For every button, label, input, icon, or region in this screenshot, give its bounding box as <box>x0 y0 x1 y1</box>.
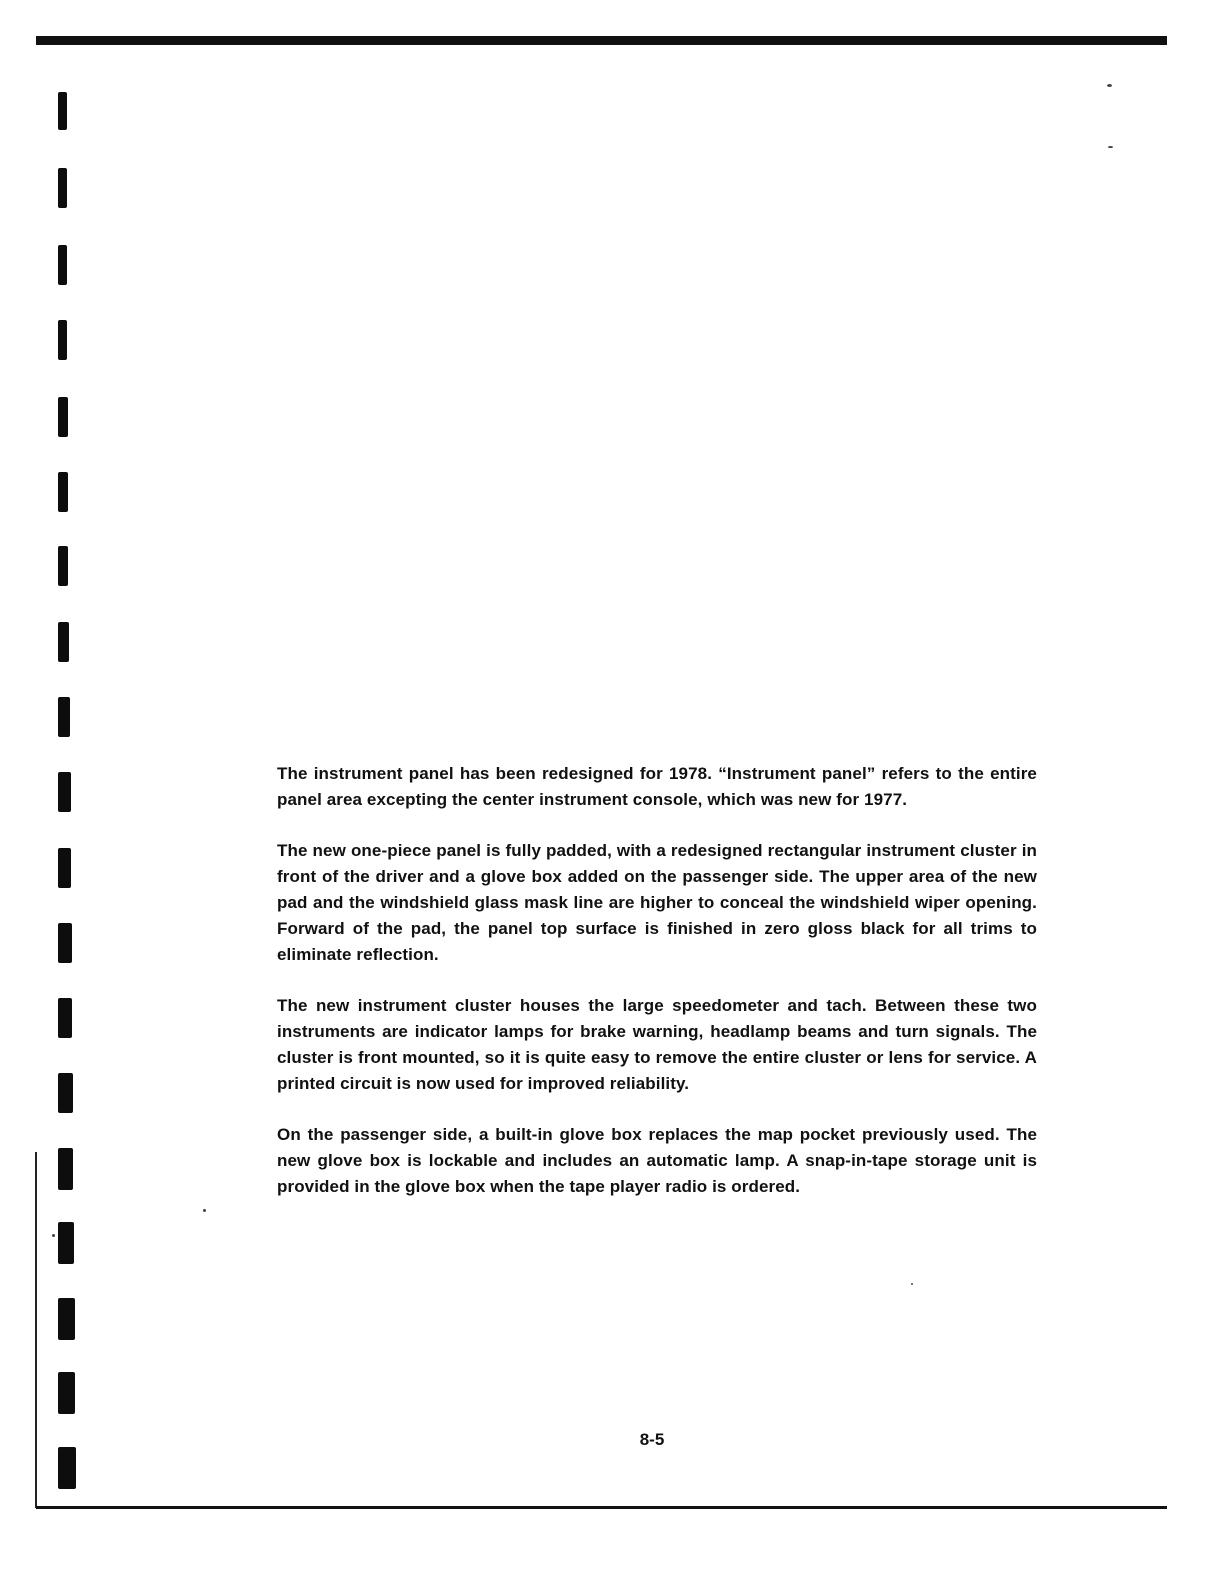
scan-speck <box>203 1209 206 1212</box>
bottom-rule <box>36 1506 1167 1509</box>
binding-hole <box>58 1222 74 1264</box>
binding-hole <box>58 245 67 285</box>
binding-hole <box>58 622 69 662</box>
binding-hole <box>58 1447 76 1489</box>
binding-hole <box>58 772 71 812</box>
scan-speck <box>911 1283 913 1285</box>
binding-hole <box>58 1372 75 1414</box>
paragraph: The instrument panel has been redesigned for 1978. “Instrument panel” refers to the entire panel area excepting the center instrument console, which was new for 1977. <box>277 764 1037 809</box>
binding-hole <box>58 697 70 737</box>
binding-hole <box>58 320 67 360</box>
binding-hole <box>58 1298 75 1340</box>
page-number: 8-5 <box>639 1430 665 1449</box>
binding-hole <box>58 848 71 888</box>
binding-hole <box>58 397 68 437</box>
binding-hole <box>58 923 72 963</box>
left-rule <box>35 1152 37 1508</box>
top-rule <box>36 36 1167 45</box>
paragraph: The new one-piece panel is fully padded, with a redesigned rectangular instrument cluster in front of the driver and a glove box added on the passenger side. The upper area of the new pad and the windshield glass mask line are higher to conceal the windshield wiper opening. Forward of the pad, the panel top surface is finished in zero gloss black for all trims to eliminate reflection. <box>277 841 1037 964</box>
body-text <box>277 761 1037 1225</box>
scan-speck <box>1108 146 1113 148</box>
binding-hole <box>58 1148 73 1190</box>
binding-hole <box>58 998 72 1038</box>
paragraph: The new instrument cluster houses the large speedometer and tach. Between these two instruments are indicator lamps for brake warning, headlamp beams and turn signals. The cluster is front mounted, so it is quite easy to remove the entire cluster or lens for service. A printed circuit is now used for improved reliability. <box>277 996 1037 1093</box>
binding-hole <box>58 168 67 208</box>
scan-speck <box>1107 84 1112 87</box>
binding-hole <box>58 472 68 512</box>
paragraph: On the passenger side, a built-in glove box replaces the map pocket previously used. The new glove box is lockable and includes an automatic lamp. A snap-in-tape storage unit is provided in the glove box when the tape player radio is ordered. <box>277 1125 1037 1196</box>
binding-hole <box>58 546 68 586</box>
binding-hole <box>58 92 67 130</box>
binding-hole <box>58 1073 73 1113</box>
scan-speck <box>52 1234 55 1237</box>
